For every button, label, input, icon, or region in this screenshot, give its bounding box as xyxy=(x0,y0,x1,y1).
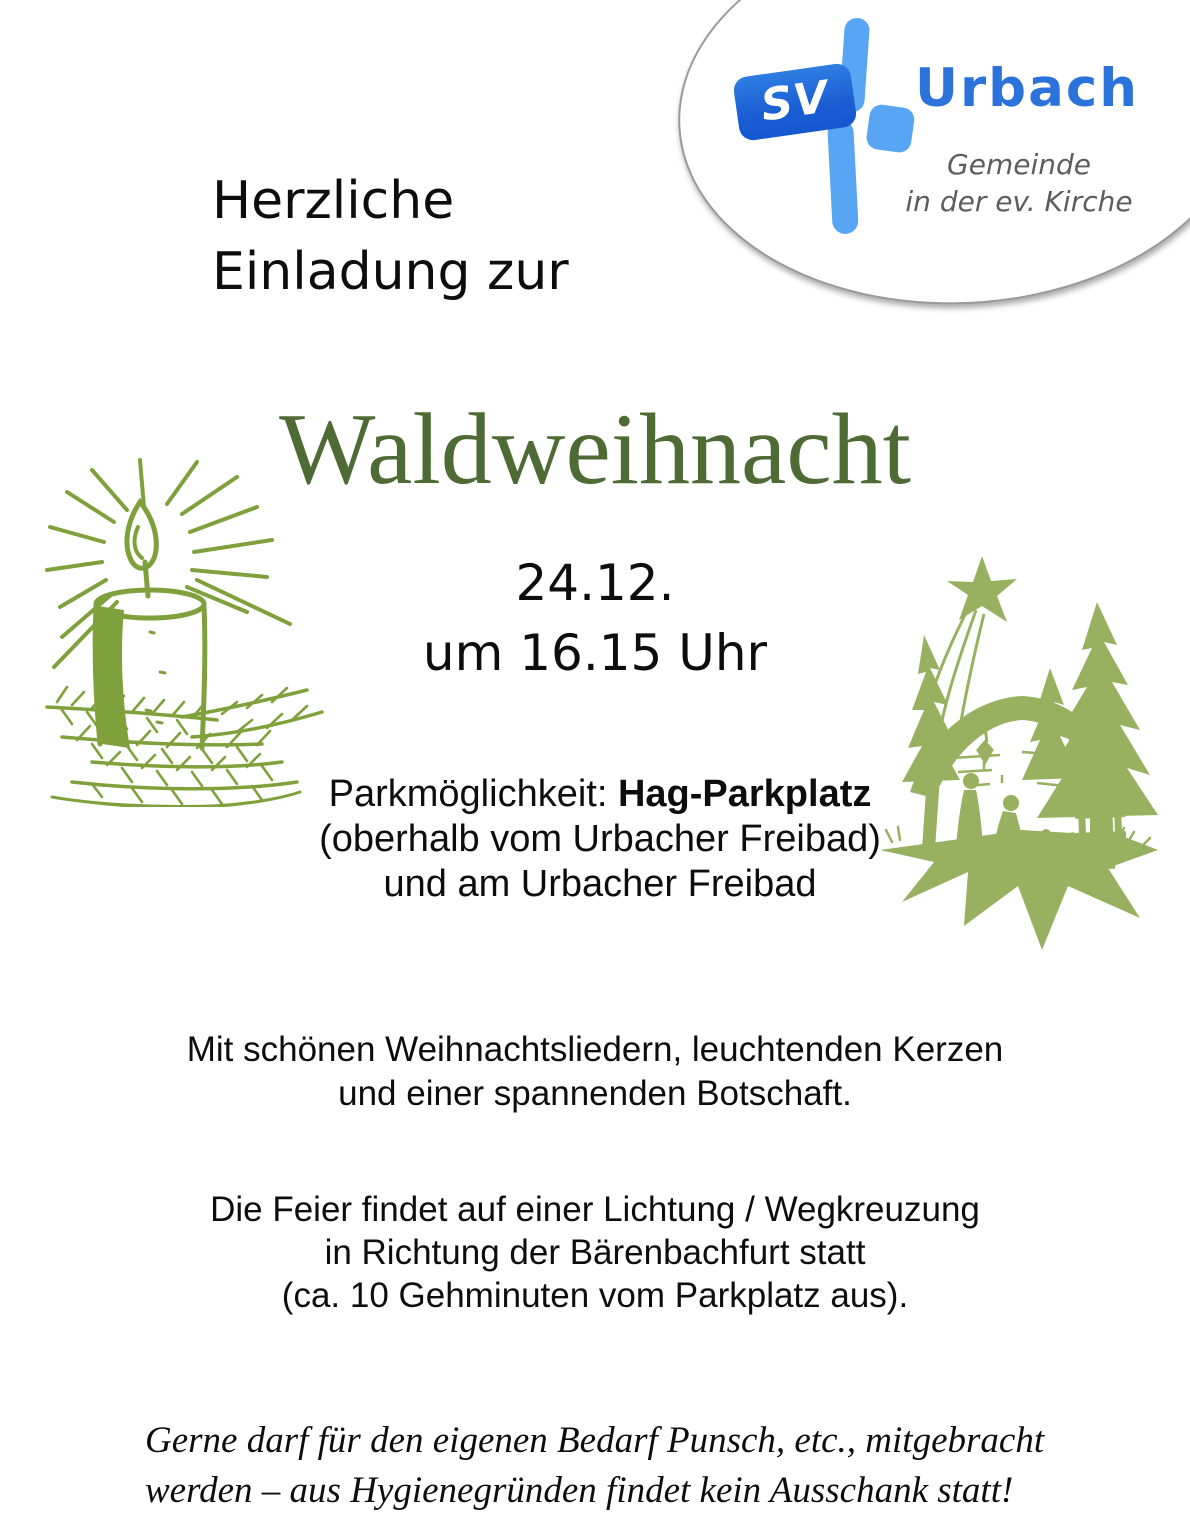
candle-illustration xyxy=(32,452,332,807)
headline-line2: Einladung zur xyxy=(212,242,569,302)
location-line3: (ca. 10 Gehminuten vom Parkplatz aus). xyxy=(281,1276,909,1315)
location-line1: Die Feier findet auf einer Lichtung / Wegkreuzung xyxy=(210,1190,980,1229)
parking-prefix: Parkmöglichkeit: xyxy=(328,773,618,815)
logo-name: Urbach xyxy=(915,58,1140,119)
logo-subtitle-line2: in der ev. Kirche xyxy=(905,185,1133,218)
logo-subtitle xyxy=(888,146,1150,220)
time-line: um 16.15 Uhr xyxy=(422,624,768,682)
program-line1: Mit schönen Weihnachtsliedern, leuchtenden Kerzen xyxy=(186,1030,1004,1069)
parking-line2: (oberhalb vom Urbacher Freibad) xyxy=(319,818,881,860)
date-line: 24.12. xyxy=(515,554,675,612)
program-text xyxy=(0,1028,1190,1116)
sv-badge-label: SV xyxy=(757,71,833,132)
bottom-note xyxy=(145,1416,1105,1516)
headline-line1: Herzliche xyxy=(212,171,455,231)
parking-line3: und am Urbacher Freibad xyxy=(383,863,817,905)
location-line2: in Richtung der Bärenbachfurt statt xyxy=(324,1233,866,1272)
headline xyxy=(212,166,569,308)
logo-subtitle-line1: Gemeinde xyxy=(947,148,1091,181)
program-line2: und einer spannenden Botschaft. xyxy=(338,1074,852,1113)
note-line1: Gerne darf für den eigenen Bedarf Punsch, etc., mitgebracht xyxy=(145,1420,1045,1461)
note-line2: werden – aus Hygienegründen findet kein Ausschank statt! xyxy=(145,1470,1014,1511)
parking-info xyxy=(0,772,1190,907)
parking-line1 xyxy=(0,772,1190,817)
location-text xyxy=(0,1188,1190,1317)
parking-bold: Hag-Parkplatz xyxy=(617,773,872,815)
page-title: Waldweihnacht xyxy=(279,393,911,506)
